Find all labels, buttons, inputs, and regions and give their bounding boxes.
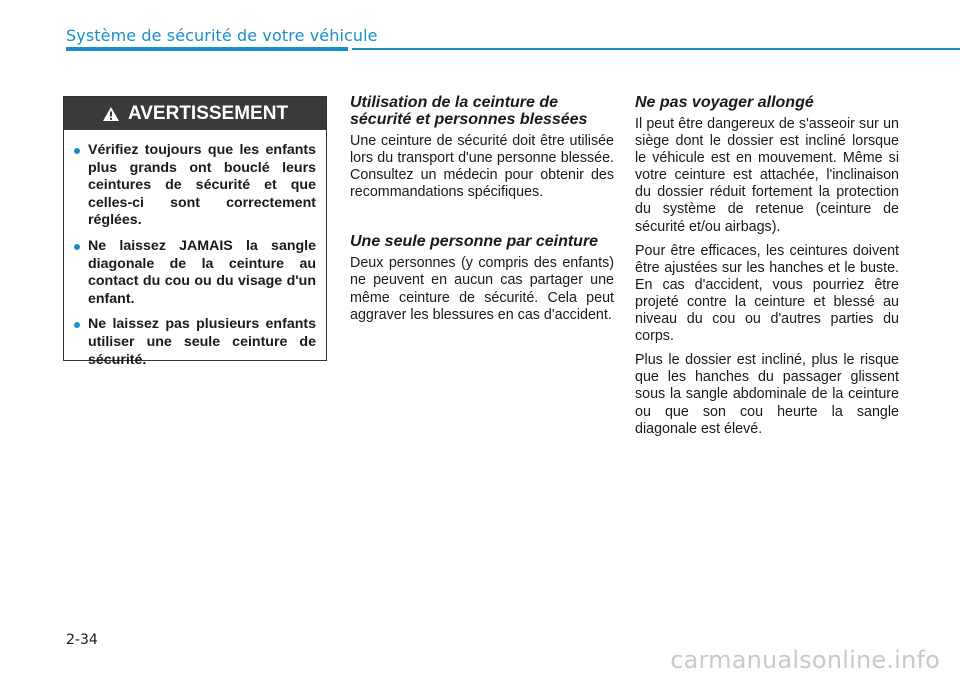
bullet-icon — [74, 244, 80, 250]
warning-list — [64, 142, 326, 369]
warning-item — [74, 142, 316, 230]
page-number: 2-34 — [66, 632, 98, 648]
section-paragraph: Il peut être dangereux de s'asseoir sur un siège dont le dossier est incliné lorsque le véhicule est en mouvement. Même si votre ceinture est attachée, l'inclinaison du dossier réduit fortement la protection du système de retenue (ceinture de sécurité et/ou airbags). — [635, 116, 899, 235]
warning-item-text: Ne laissez JAMAIS la sangle diagonale de la ceinture au contact du cou ou du visage d'un enfant. — [88, 237, 316, 307]
warning-box — [63, 96, 327, 368]
warning-title: AVERTISSEMENT — [127, 102, 289, 124]
bullet-icon — [74, 148, 80, 154]
header-rule-thick — [66, 47, 348, 51]
right-column — [635, 94, 899, 445]
warning-item-text: Ne laissez pas plusieurs enfants utiliser une seule ceinture de sécurité. — [88, 316, 316, 368]
section-paragraph: Plus le dossier est incliné, plus le risque que les hanches du passager glissent sous la sangle abdominale de la ceinture ou que son cou heurte la sangle diagonale est élevé. — [635, 352, 899, 437]
warning-header — [64, 97, 326, 130]
section-heading-injured: Utilisation de la ceinture de sécurité et personnes blessées — [350, 94, 588, 128]
warning-item — [74, 316, 316, 369]
middle-column — [350, 94, 614, 331]
header-title: Système de sécurité de votre véhicule — [66, 26, 378, 45]
section-heading-reclined: Ne pas voyager allongé — [635, 94, 814, 111]
section-paragraph: Deux personnes (y compris des enfants) ne peuvent en aucun cas partager une même ceinture de sécurité. Cela peut aggraver les blessures en cas d'accident. — [350, 255, 614, 323]
warning-item — [74, 238, 316, 308]
header-rule-thin — [352, 48, 960, 50]
section-paragraph: Une ceinture de sécurité doit être utilisée lors du transport d'une personne blessée. Consultez un médecin pour obtenir des recommandations spécifiques. — [350, 133, 614, 201]
warning-triangle-icon — [102, 106, 120, 122]
warning-item-text: Vérifiez toujours que les enfants plus grands ont bouclé leurs ceintures de sécurité et que celles-ci sont correctement réglées. — [88, 142, 316, 229]
watermark: carmanualsonline.info — [670, 646, 940, 674]
bullet-icon — [74, 322, 80, 328]
section-spacer — [350, 208, 614, 233]
section-paragraph: Pour être efficaces, les ceintures doivent être ajustées sur les hanches et le buste. En cas d'accident, vous pourriez être projeté contre la ceinture et blessé au niveau du cou ou d'autres parties du corps. — [635, 242, 899, 345]
section-heading-one-person: Une seule personne par ceinture — [350, 233, 599, 251]
